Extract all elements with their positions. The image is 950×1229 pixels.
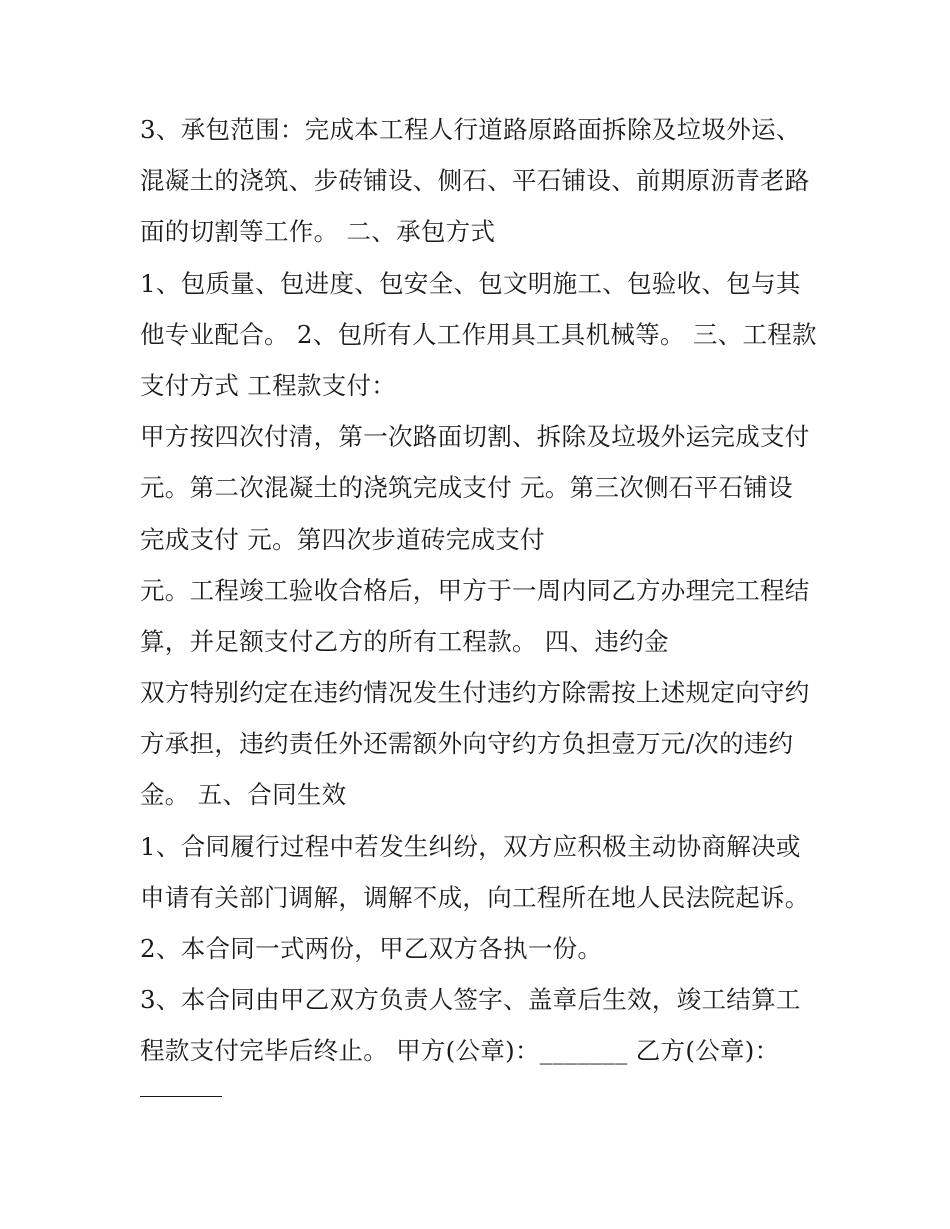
text-line: 3、本合同由甲乙双方负责人签字、盖章后生效，竣工结算工	[140, 985, 801, 1015]
text-line: 1、包质量、包进度、包安全、包文明施工、包验收、包与其	[140, 268, 801, 298]
text-line: 申请有关部门调解，调解不成，向工程所在地人民法院起诉。	[140, 882, 810, 912]
text-line: 方承担，违约责任外还需额外向守约方负担壹万元/次的违约	[140, 729, 794, 759]
text-line: 程款支付完毕后终止。 甲方(公章)：_______ 乙方(公章)：	[140, 1036, 780, 1066]
text-line: 元。第二次混凝土的浇筑完成支付 元。第三次侧石平石铺设	[140, 473, 793, 503]
text-line: 元。工程竣工验收合格后，甲方于一周内同乙方办理完工程结	[140, 575, 810, 605]
text-line: 混凝土的浇筑、步砖铺设、侧石、平石铺设、前期原沥青老路	[140, 166, 810, 196]
text-line: 支付方式 工程款支付：	[140, 370, 397, 400]
text-line: 1、合同履行过程中若发生纠纷，双方应积极主动协商解决或	[140, 831, 801, 861]
text-line: 他专业配合。 2、包所有人工作用具工具机械等。 三、工程款	[140, 319, 817, 349]
text-line: 甲方按四次付清，第一次路面切割、拆除及垃圾外运完成支付	[140, 422, 810, 452]
text-line: 双方特别约定在违约情况发生付违约方除需按上述规定向守约	[140, 678, 810, 708]
signature-blank	[140, 1096, 222, 1097]
text-line: 金。 五、合同生效	[140, 780, 347, 810]
text-line: 算，并足额支付乙方的所有工程款。 四、违约金	[140, 626, 669, 656]
text-line: 3、承包范围：完成本工程人行道路原路面拆除及垃圾外运、	[140, 115, 801, 144]
text-line: 2、本合同一式两份，甲乙双方各执一份。	[140, 934, 603, 963]
text-line: 完成支付 元。第四次步道砖完成支付	[140, 524, 545, 554]
contract-text	[140, 104, 820, 1077]
text-line: 面的切割等工作。 二、承包方式	[140, 217, 496, 247]
